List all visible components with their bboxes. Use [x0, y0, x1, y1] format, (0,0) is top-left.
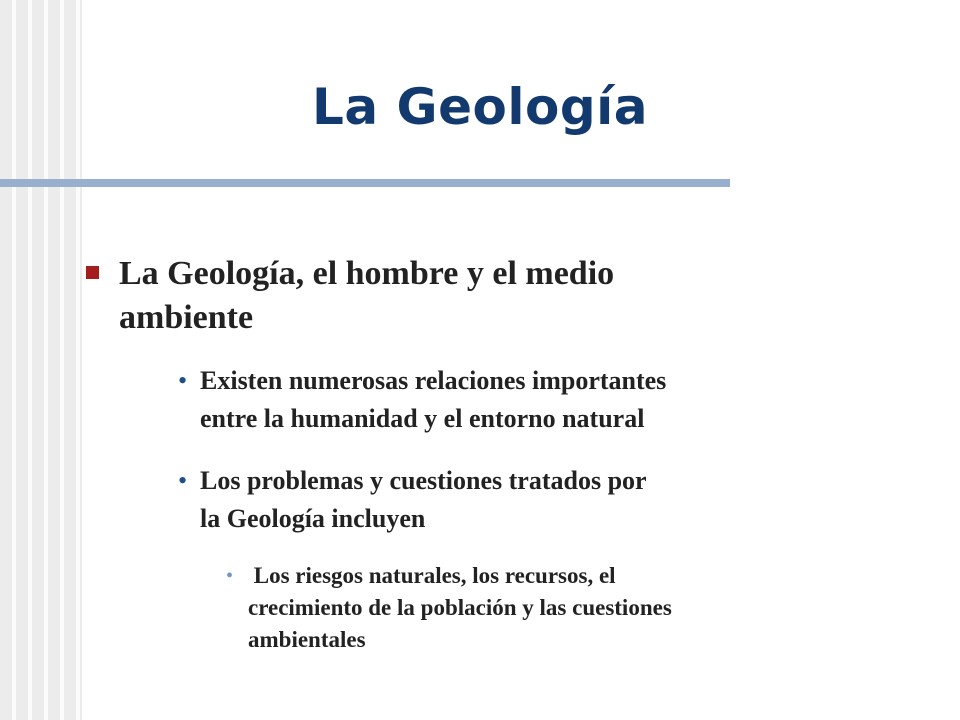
dot-bullet-icon: • — [178, 466, 188, 495]
bullet-level1-text — [119, 252, 614, 340]
small-dot-bullet-icon: • — [226, 565, 234, 587]
bullet-level2-relations-line2: entre la humanidad y el entorno natural — [200, 404, 645, 433]
dot-bullet-icon: • — [178, 366, 188, 395]
square-bullet-icon — [86, 266, 99, 279]
bullet-level2-problems-line1: Los problemas y cuestiones tratados por — [200, 466, 647, 495]
bullet-level2-problems-line2: la Geología incluyen — [200, 504, 426, 533]
slide-title: La Geología — [312, 78, 648, 136]
bullet-level1-line1: La Geología, el hombre y el medio — [119, 255, 615, 292]
bullet-level3-risks-line3: ambientales — [248, 627, 366, 652]
title-underline-bar — [0, 179, 730, 187]
bullet-level3-risks-text — [248, 560, 672, 656]
bullet-level2-relations — [178, 362, 878, 438]
bullet-level3-risks-line2: crecimiento de la población y las cuestiones — [248, 595, 672, 620]
bullet-level3-risks — [226, 560, 866, 656]
bullet-level3-risks-line1: Los riesgos naturales, los recursos, el — [248, 563, 616, 588]
bullet-level2-problems — [178, 462, 878, 538]
bullet-level2-relations-text — [200, 362, 666, 438]
bullet-level1-line2: ambiente — [119, 299, 254, 336]
bullet-level2-relations-line1: Existen numerosas relaciones importantes — [200, 366, 667, 395]
bullet-level2-problems-text — [200, 462, 647, 538]
bullet-level1 — [82, 252, 822, 340]
